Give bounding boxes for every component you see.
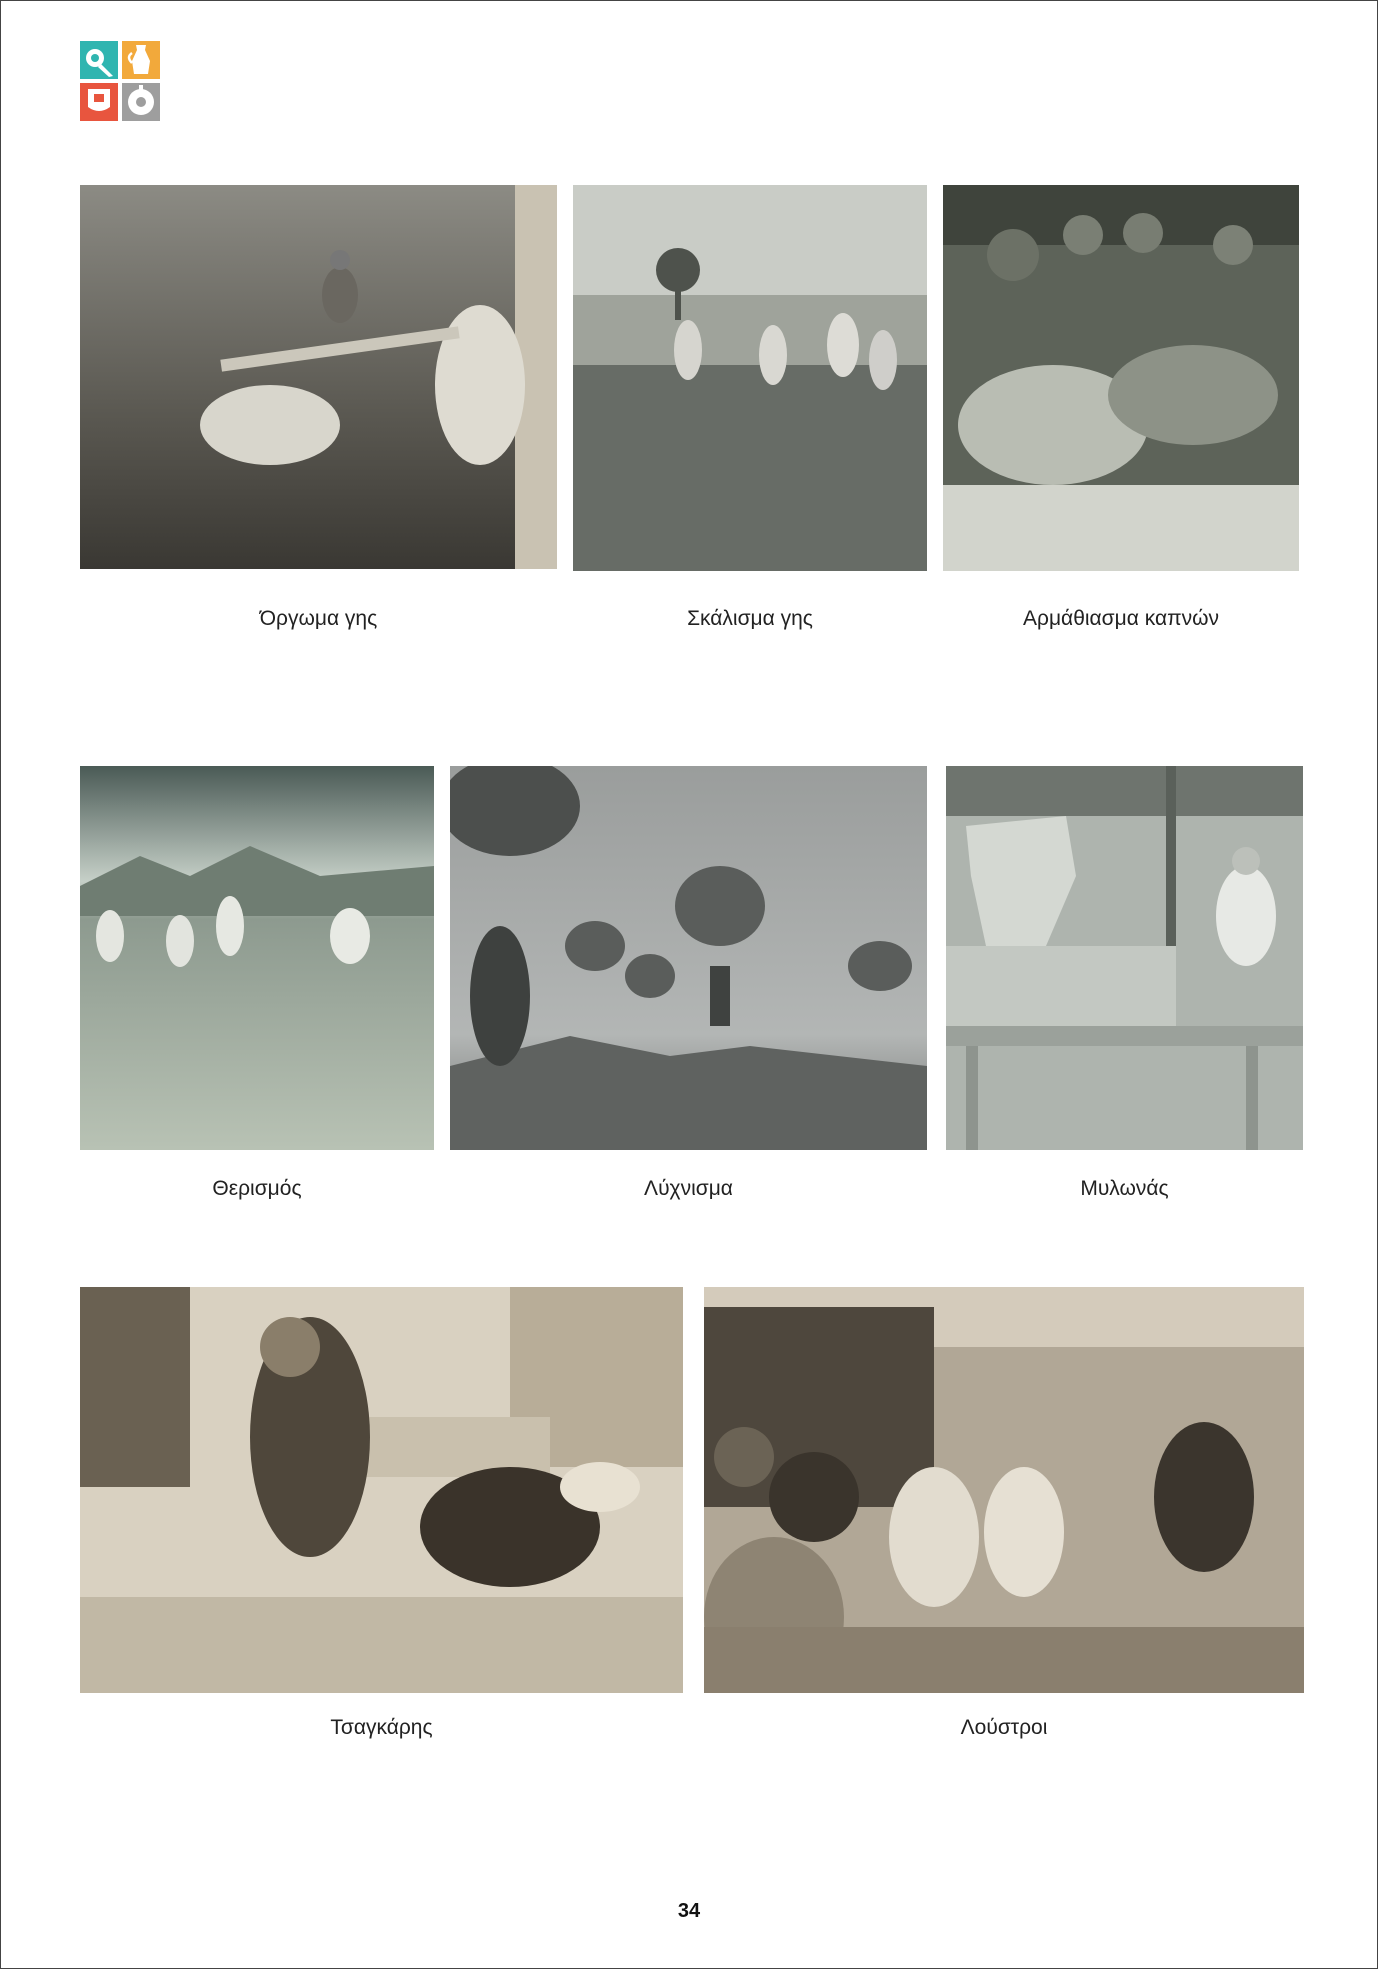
caption-tobacco-stringing: Αρμάθιασμα καπνών <box>1023 607 1219 630</box>
photo-harvesting <box>80 766 434 1150</box>
page-number: 34 <box>677 1900 701 1922</box>
caption-harvesting: Θερισμός <box>212 1177 302 1200</box>
photo-shoeshiners <box>704 1287 1304 1693</box>
caption-plowing: Όργωμα γης <box>259 607 378 630</box>
photo-tobacco-stringing <box>943 185 1299 571</box>
museum-logo-icon <box>80 41 160 121</box>
caption-shoeshiners: Λούστροι <box>960 1716 1048 1739</box>
photo-shoemaker <box>80 1287 683 1693</box>
photo-plowing <box>80 185 557 569</box>
photo-threshing-carry <box>450 766 927 1150</box>
photo-miller <box>946 766 1303 1150</box>
caption-miller: Μυλωνάς <box>1080 1177 1169 1200</box>
photo-hoeing <box>573 185 927 571</box>
caption-hoeing: Σκάλισμα γης <box>687 607 813 630</box>
caption-threshing-carry: Λύχνισμα <box>644 1177 733 1200</box>
caption-shoemaker: Τσαγκάρης <box>330 1716 433 1739</box>
